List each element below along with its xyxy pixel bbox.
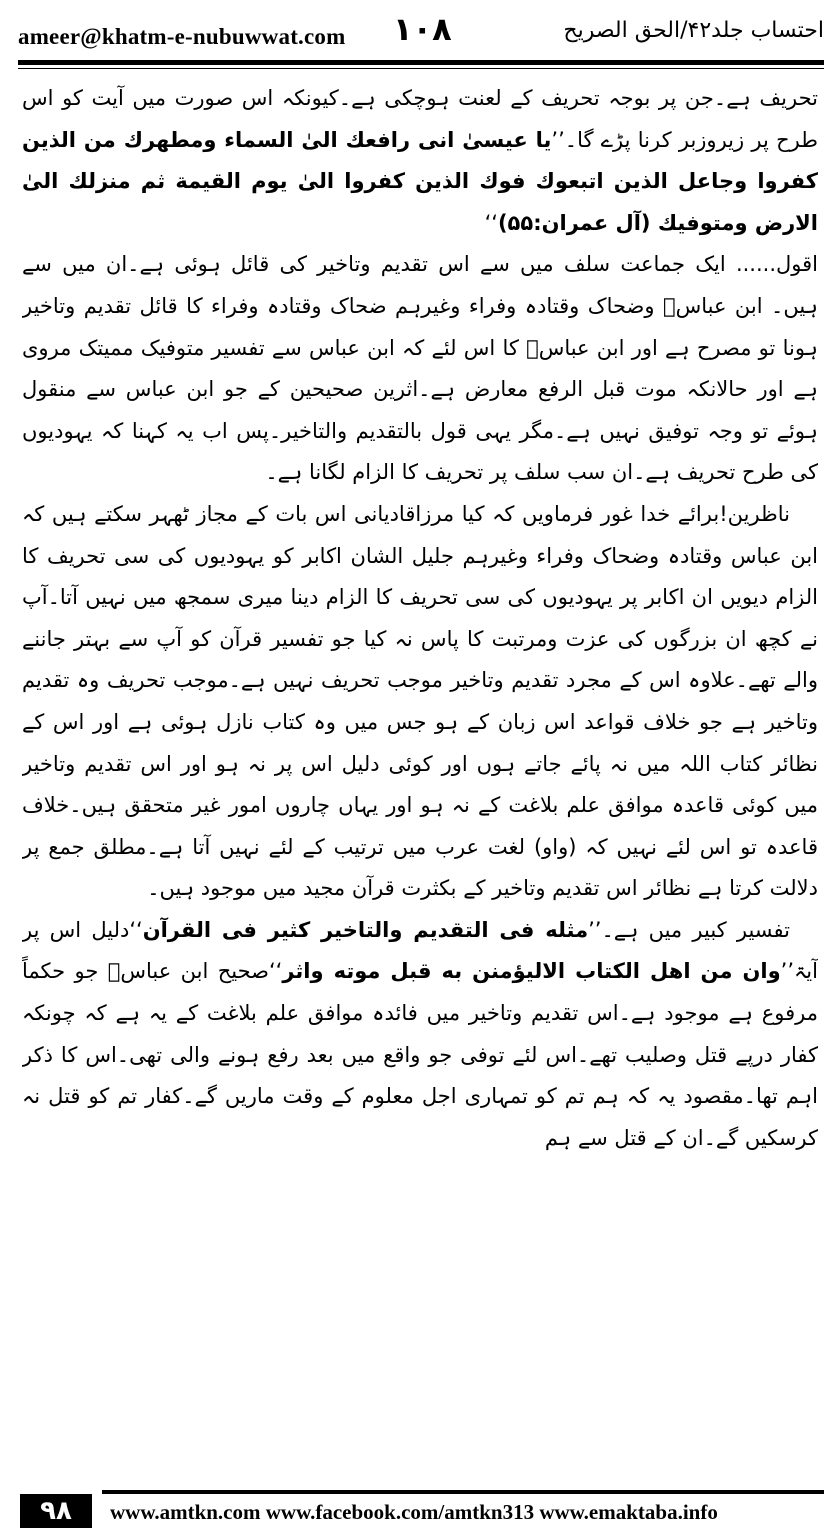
header-email[interactable]: ameer@khatm-e-nubuwwat.com (18, 24, 346, 49)
paragraph-2: اقول...... ایک جماعت سلف میں سے اس تقدیم وتاخیر کی قائل ہوئی ہے۔ان میں سے ہیں۔ ابن عباسؓ وضحاک وقتادہ وفراء وغیرہم ضحاک وقتادہ وفراء کا قائل تقدیم وتاخیر ہونا تو مصرح ہے اور ابن عباسؓ کا اس لئے کہ ابن عباس سے تفسیر متوفیک ممیتک مروی ہے اور حالانکہ موت قبل الرفع معارض ہے۔اثرین صحیحین کے جو ابن عباس سے منقول ہوئے تو وجہ توفیق نہیں ہے۔مگر یہی قول بالتقدیم والتاخیر۔پس اب یہ کہنا کہ یہودیوں کی طرح تحریف ہے۔ان سب سلف پر تحریف کا الزام لگانا ہے۔ (22, 252, 818, 485)
quran-quote-1: یا عیسیٰ انی رافعك الیٰ السماء ومطهرك من الذین کفروا وجاعل الذین اتبعوك فوك الذین کفروا الیٰ یوم القیمة ثم منزلك الیٰ الارض ومتوفیك (آل عمران:۵۵) (22, 127, 818, 235)
paragraph-4-text-c: ‘‘صحیح ابن عباسؓ جو حکماً مرفوع ہے موجود ہے۔اس تقدیم وتاخیر میں فائدہ موافق علم بلاغت کے یہ ہے کہ چونکہ کفار درپے قتل وصلیب تھے۔اس لئے توفی جو واقع میں بعد رفع ہونے والی تھی۔اس کا ذکر اہم تھا۔مقصود یہ کہ ہم تم کو تمہاری اجل معلوم کے وقت ماریں گے۔کفار تم کو قتل نہ کرسکیں گے۔ان کے قتل سے ہم (22, 959, 818, 1150)
arabic-quote-2: مثله فی التقدیم والتاخیر کثیر فی القرآن (142, 917, 589, 942)
paragraph-4-text-b: ‘‘دلیل اس پر آیۃ’’ (22, 917, 818, 984)
paragraph-1-end: ‘‘ (484, 210, 498, 235)
paragraph-4 (22, 910, 818, 1160)
page-footer (20, 1490, 824, 1530)
page-header (18, 10, 824, 50)
paragraph-1-text: تحریف ہے۔جن پر بوجہ تحریف کے لعنت ہوچکی ہے۔کیونکہ اس صورت میں آیت کو اس طرح پر زیروزبر کرنا پڑے گا۔’’ (22, 86, 818, 152)
footer-links[interactable]: www.amtkn.com www.facebook.com/amtkn313 www.emaktaba.info (110, 1500, 718, 1524)
header-book-title: احتساب جلد۴۲/الحق الصریح (563, 18, 824, 43)
page-body (22, 78, 818, 1488)
paragraph-1 (22, 78, 818, 244)
quran-quote-3: وان من اهل الکتاب الالیؤمنن به قبل موته واثر (282, 959, 781, 984)
header-rule-thick (18, 60, 824, 65)
header-page-number: ۱۰۸ (393, 10, 452, 48)
paragraph-4-text-a: تفسیر کبیر میں ہے۔’’ (588, 917, 791, 942)
header-rule-thin (18, 68, 824, 69)
paragraph-3: ناظرین!برائے خدا غور فرماویں کہ کیا مرزاقادیانی اس بات کے مجاز ٹھہر سکتے ہیں کہ ابن عباس وقتادہ وضحاک وفراء وغیرہم جلیل الشان اکابر کو یہودیوں کی سی تحریف کا الزام دیویں ان اکابر پر یہودیوں کی سی تحریف کا الزام دینا میری سمجھ میں نہیں آتا۔آپ نے کچھ ان بزرگوں کی عزت ومرتبت کا پاس نہ کیا جو تفسیر قرآن کو آپ سے بہتر جاننے والے تھے۔علاوہ اس کے مجرد تقدیم وتاخیر موجب تحریف نہیں ہے۔موجب تحریف وہ تقدیم وتاخیر ہے جو خلاف قواعد اس زبان کے ہو جس میں وہ کتاب نازل ہوئی ہے اور اس کے نظائر کتاب اللہ میں نہ پائے جاتے ہوں اور کوئی دلیل اس پر نہ ہو اور اس تقدیم وتاخیر میں کوئی قاعدہ موافق علم بلاغت کے نہ ہو اور یہاں چاروں امور غیر متحقق ہیں۔خلاف قاعدہ تو اس لئے نہیں کہ (واو) لغت عرب میں ترتیب کے لئے نہیں آتا ہے۔مطلق جمع پر دلالت کرتا ہے نظائر اس تقدیم وتاخیر کے بکثرت قرآن مجید میں موجود ہیں۔ (22, 501, 818, 901)
footer-page-number: ۹۸ (20, 1494, 92, 1528)
footer-rule (102, 1490, 824, 1494)
